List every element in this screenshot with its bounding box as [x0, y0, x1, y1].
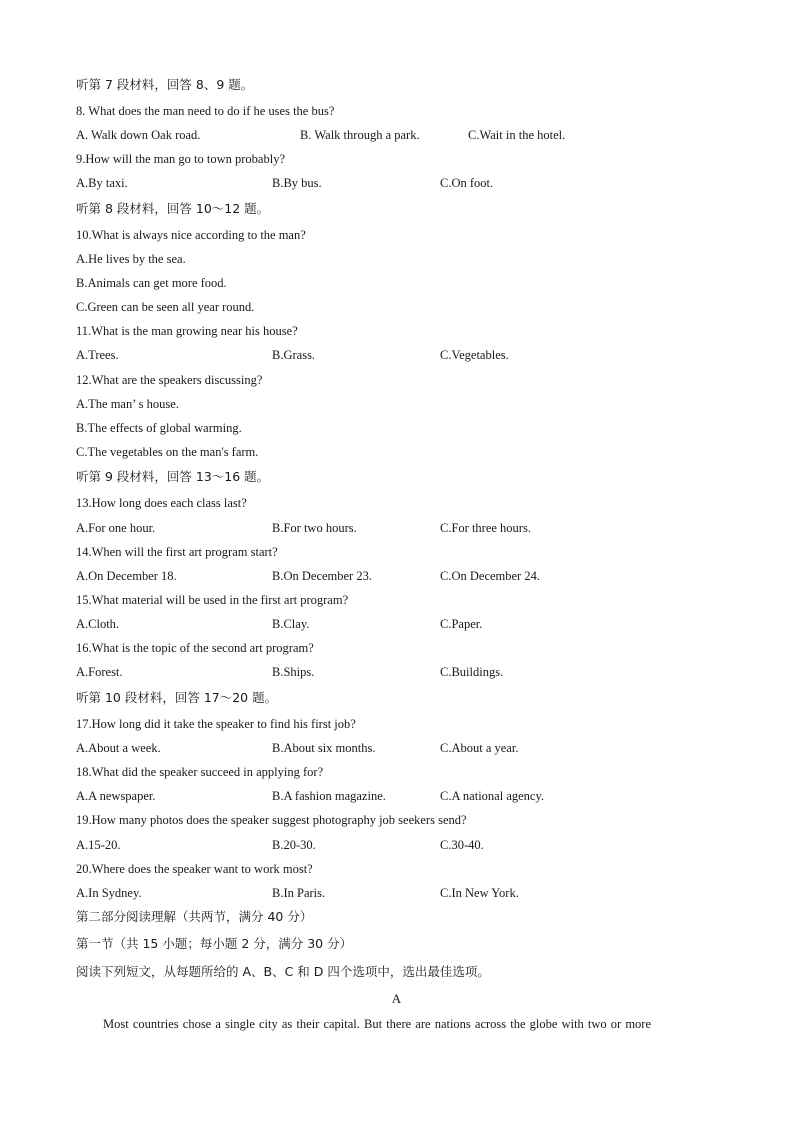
- question-line: C.Green can be seen all year round.: [76, 300, 255, 314]
- question-line: 18.What did the speaker succeed in applying for?: [76, 765, 324, 779]
- option-b: B.Clay.: [272, 617, 310, 631]
- option-c: C.On foot.: [440, 176, 494, 190]
- question-line: A.The man’ s house.: [76, 397, 179, 411]
- option-b: B.For two hours.: [272, 521, 357, 535]
- option-c: C.About a year.: [440, 741, 519, 755]
- section-heading: 第二部分阅读理解（共两节，满分 40 分）: [76, 909, 313, 924]
- question-line: 12.What are the speakers discussing?: [76, 373, 263, 387]
- option-a: A.In Sydney.: [76, 886, 142, 900]
- option-a: A.15-20.: [76, 838, 121, 852]
- option-b: B. Walk through a park.: [300, 128, 420, 142]
- option-a: A.By taxi.: [76, 176, 128, 190]
- option-b: B.By bus.: [272, 176, 322, 190]
- option-c: C.30-40.: [440, 838, 484, 852]
- options-row: [76, 788, 736, 804]
- question-line: 13.How long does each class last?: [76, 496, 247, 510]
- option-a: A.For one hour.: [76, 521, 156, 535]
- option-a: A. Walk down Oak road.: [76, 128, 201, 142]
- option-a: A.Forest.: [76, 665, 123, 679]
- question-line: 8. What does the man need to do if he uses the bus?: [76, 104, 335, 118]
- question-line: 15.What material will be used in the first art program?: [76, 593, 349, 607]
- options-row: [76, 885, 736, 901]
- section-heading: 听第 9 段材料，回答 13～16 题。: [76, 469, 270, 484]
- options-row: [76, 616, 736, 632]
- question-line: 16.What is the topic of the second art program?: [76, 641, 314, 655]
- section-heading: 听第 8 段材料，回答 10～12 题。: [76, 201, 270, 216]
- passage-text: Most countries chose a single city as their capital. But there are nations across the globe with two or more: [103, 1017, 652, 1031]
- option-a: A.A newspaper.: [76, 789, 156, 803]
- section-heading: 听第 10 段材料，回答 17～20 题。: [76, 690, 278, 705]
- option-b: B.20-30.: [272, 838, 316, 852]
- option-c: C.Wait in the hotel.: [468, 128, 566, 142]
- option-b: B.Ships.: [272, 665, 315, 679]
- question-line: C.The vegetables on the man's farm.: [76, 445, 259, 459]
- option-b: B.A fashion magazine.: [272, 789, 386, 803]
- options-row: [76, 520, 736, 536]
- option-b: B.About six months.: [272, 741, 376, 755]
- option-a: A.Cloth.: [76, 617, 120, 631]
- section-heading: 听第 7 段材料，回答 8、9 题。: [76, 77, 254, 92]
- option-a: A.About a week.: [76, 741, 161, 755]
- option-a: A.On December 18.: [76, 569, 177, 583]
- options-row: [76, 837, 736, 853]
- options-row: [76, 347, 736, 363]
- option-c: C.On December 24.: [440, 569, 540, 583]
- question-line: 9.How will the man go to town probably?: [76, 152, 285, 166]
- question-line: 17.How long did it take the speaker to find his first job?: [76, 717, 356, 731]
- option-b: B.Grass.: [272, 348, 316, 362]
- option-c: C.In New York.: [440, 886, 519, 900]
- question-line: B.The effects of global warming.: [76, 421, 242, 435]
- question-line: B.Animals can get more food.: [76, 276, 227, 290]
- option-c: C.Buildings.: [440, 665, 504, 679]
- question-line: 19.How many photos does the speaker suggest photography job seekers send?: [76, 813, 467, 827]
- question-line: 20.Where does the speaker want to work most?: [76, 862, 313, 876]
- options-row: [76, 127, 736, 143]
- option-c: C.Paper.: [440, 617, 483, 631]
- option-a: A.Trees.: [76, 348, 119, 362]
- section-heading: 第一节（共 15 小题；每小题 2 分，满分 30 分）: [76, 936, 353, 951]
- option-c: C.Vegetables.: [440, 348, 509, 362]
- section-heading: 阅读下列短文，从每题所给的 A、B、C 和 D 四个选项中，选出最佳选项。: [76, 964, 490, 979]
- question-line: 10.What is always nice according to the man?: [76, 228, 306, 242]
- passage-label: A: [391, 991, 402, 1006]
- options-row: [76, 740, 736, 756]
- question-line: A.He lives by the sea.: [76, 252, 186, 266]
- options-row: [76, 175, 736, 191]
- option-b: B.In Paris.: [272, 886, 326, 900]
- question-line: 11.What is the man growing near his house?: [76, 324, 298, 338]
- options-row: [76, 664, 736, 680]
- option-c: C.For three hours.: [440, 521, 531, 535]
- option-b: B.On December 23.: [272, 569, 372, 583]
- options-row: [76, 568, 736, 584]
- option-c: C.A national agency.: [440, 789, 545, 803]
- question-line: 14.When will the first art program start?: [76, 545, 278, 559]
